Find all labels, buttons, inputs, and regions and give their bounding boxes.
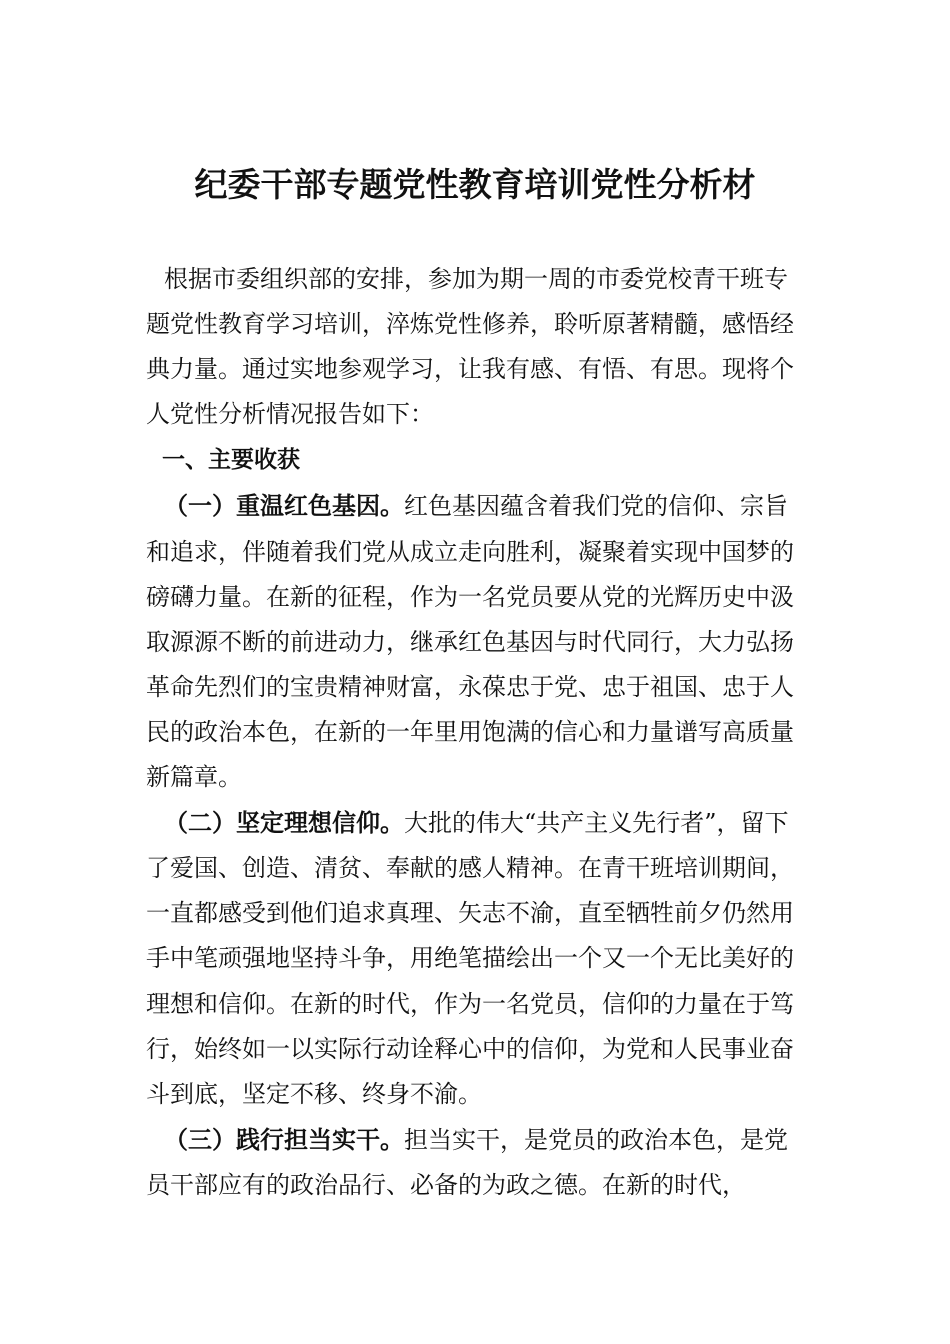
item-lead-2: （二）坚定理想信仰。 <box>164 808 404 838</box>
item-lead-3: （三）践行担当实干。 <box>164 1124 404 1154</box>
item-lead-1: （一）重温红色基因。 <box>164 491 404 521</box>
item-text-3: 担当实干，是党员的政治本色，是党员干部应有的政治品行、必备的为政之德。在新的时代， <box>146 1125 788 1199</box>
intro-paragraph <box>146 257 806 437</box>
section-heading-1 <box>146 437 806 483</box>
item-paragraph-3 <box>146 1117 806 1208</box>
intro-text: 根据市委组织部的安排，参加为期一周的市委党校青干班专题党性教育学习培训，淬炼党性修养，聆听原著精髓，感悟经典力量。通过实地参观学习，让我有感、有悟、有思。现将个人党性分析情况报告如下： <box>146 265 794 429</box>
document-title: 纪委干部专题党性教育培训党性分析材 <box>194 165 756 204</box>
document-body <box>146 257 806 1208</box>
item-text-1: 红色基因蕴含着我们党的信仰、宗旨和追求，伴随着我们党从成立走向胜利，凝聚着实现中国梦的磅礴力量。在新的征程，作为一名党员要从党的光辉历史中汲取源源不断的前进动力，继承红色基因与时代同行，大力弘扬革命先烈们的宝贵精神财富，永葆忠于党、忠于祖国、忠于人民的政治本色，在新的一年里用饱满的信心和力量谱写高质量新篇章。 <box>146 492 794 792</box>
section-heading-text: 一、主要收获 <box>162 447 300 474</box>
item-paragraph-1 <box>146 483 806 800</box>
item-paragraph-2 <box>146 800 806 1117</box>
item-text-2: 大批的伟大“共产主义先行者”，留下了爱国、创造、清贫、奉献的感人精神。在青干班培训期间，一直都感受到他们追求真理、矢志不渝，直至牺牲前夕仍然用手中笔顽强地坚持斗争，用绝笔描绘出一个又一个无比美好的理想和信仰。在新的时代，作为一名党员，信仰的力量在于笃行，始终如一以实际行动诠释心中的信仰，为党和人民事业奋斗到底，坚定不移、终身不渝。 <box>146 809 794 1108</box>
